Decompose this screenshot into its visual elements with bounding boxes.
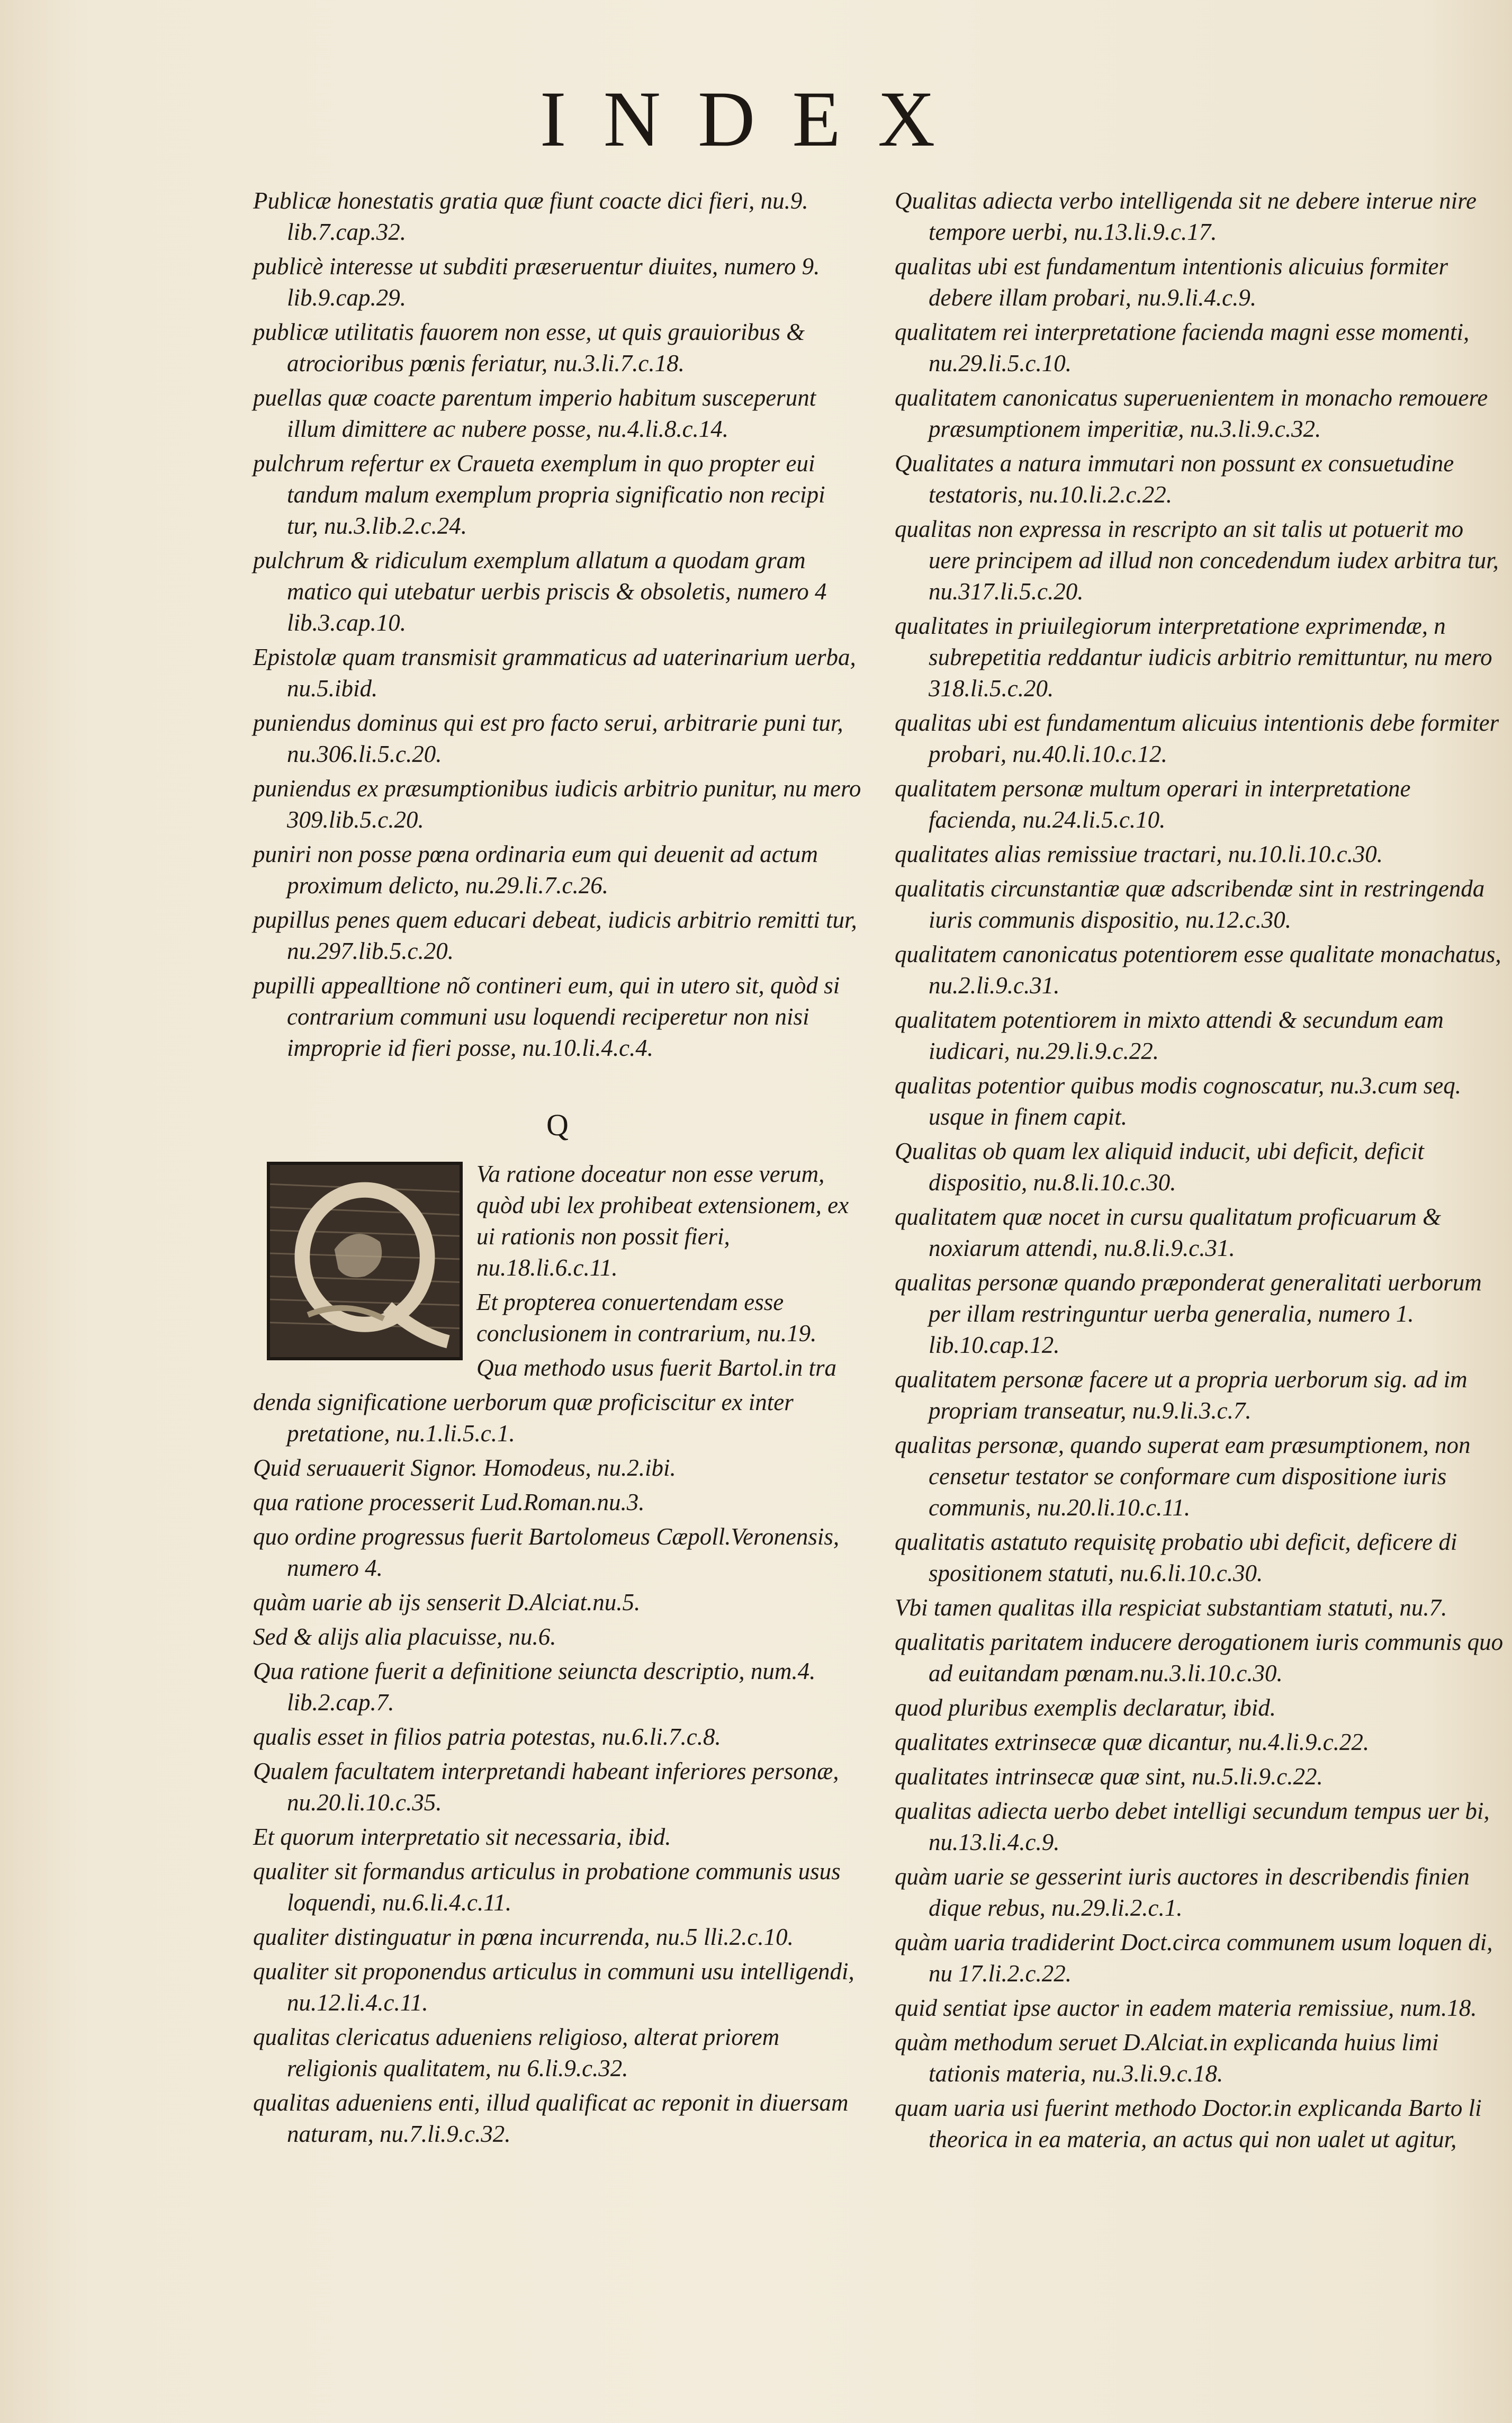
index-entry: puniendus ex præsumptionibus iudicis arbitrio punitur, nu mero 309.lib.5.c.20. [253, 775, 861, 833]
index-entry: qualitatem personæ facere ut a propria uerborum sig. ad im propriam transeatur, nu.9.li.3.c.7. [895, 1366, 1468, 1424]
section-letter: Q [546, 1108, 569, 1142]
index-entry: qualitas adueniens enti, illud qualificat ac reponit in diuersam naturam, nu.7.li.9.c.32. [253, 2089, 849, 2147]
right-column [895, 185, 1504, 2158]
left-column [253, 185, 862, 2153]
index-entry: Et quorum interpretatio sit necessaria, ibid. [253, 1824, 671, 1850]
left-entries-after [253, 1387, 862, 2150]
left-entries-top [253, 185, 862, 1064]
index-entry: qualiter distinguatur in pœna incurrenda, nu.5 lli.2.c.10. [253, 1924, 794, 1950]
index-entry: qualitatem rei interpretatione facienda magni esse momenti, nu.29.li.5.c.10. [895, 319, 1470, 376]
index-entry: qualitates extrinsecæ quæ dicantur, nu.4.li.9.c.22. [895, 1729, 1370, 1755]
index-entry: Qualem facultatem interpretandi habeant inferiores personæ, nu.20.li.10.c.35. [253, 1758, 839, 1816]
index-entry: quàm uarie se gesserint iuris auctores in describendis finien dique rebus, nu.29.li.2.c.1. [895, 1863, 1470, 1921]
index-entry: pulchrum & ridiculum exemplum allatum a quodam gram matico qui utebatur uerbis priscis & obsoletis, numero 4 lib.3.cap.10. [253, 547, 827, 636]
index-entry: Et propterea conuertendam esse conclusionem in contrarium, nu.19. [476, 1289, 817, 1347]
drop-cap-block [253, 1159, 862, 1387]
index-entry: qualitas personæ, quando superat eam præsumptionem, non censetur testator se conformare cum dispositione iuris communis, nu.20.li.10.c.11. [895, 1432, 1471, 1521]
index-entry: qualitas personæ quando præponderat generalitati uerborum per illam restringuntur uerba generalia, numero 1. lib.10.cap.12. [895, 1269, 1482, 1358]
index-entry: qua ratione processerit Lud.Roman.nu.3. [253, 1489, 645, 1515]
index-entry: pupillus penes quem educari debeat, iudicis arbitrio remitti tur, nu.297.lib.5.c.20. [253, 907, 857, 964]
index-entry: Qua methodo usus fuerit Bartol.in tra [476, 1354, 837, 1381]
index-entry: puniendus dominus qui est pro facto serui, arbitrarie puni tur, nu.306.li.5.c.20. [253, 710, 843, 767]
index-entry: qualitas ubi est fundamentum alicuius intentionis debe formiter probari, nu.40.li.10.c.12. [895, 710, 1499, 767]
index-entry: publicè interesse ut subditi præseruentur diuites, numero 9. lib.9.cap.29. [253, 253, 820, 311]
index-entry: qualitatem personæ multum operari in interpretatione facienda, nu.24.li.5.c.10. [895, 775, 1411, 833]
decorated-initial-q-icon [267, 1162, 463, 1360]
index-entry: Qualitas adiecta verbo intelligenda sit ne debere interue nire tempore uerbi, nu.13.li.9.c.17. [895, 187, 1477, 245]
index-entry: qualitatem canonicatus potentiorem esse qualitate monachatus, nu.2.li.9.c.31. [895, 941, 1501, 999]
index-entry: qualiter sit proponendus articulus in communi usu intelligendi, nu.12.li.4.c.11. [253, 1958, 854, 2016]
index-entry: quid sentiat ipse auctor in eadem materia remissiue, num.18. [895, 1995, 1477, 2021]
index-entry: quàm uarie ab ijs senserit D.Alciat.nu.5. [253, 1589, 641, 1616]
index-entry: Publicæ honestatis gratia quæ fiunt coacte dici fieri, nu.9. lib.7.cap.32. [253, 187, 808, 245]
index-entry: qualitates alias remissiue tractari, nu.10.li.10.c.30. [895, 841, 1383, 867]
index-entry: quàm uaria tradiderint Doct.circa communem usum loquen di, nu 17.li.2.c.22. [895, 1929, 1493, 1987]
index-entry: Vbi tamen qualitas illa respiciat substantiam statuti, nu.7. [895, 1594, 1447, 1621]
index-entry: qualitates intrinsecæ quæ sint, nu.5.li.9.c.22. [895, 1763, 1323, 1790]
index-entry: qualitatem canonicatus superuenientem in monacho remouere præsumptionem imperitiæ, nu.3.li.9.c.32. [895, 384, 1488, 442]
index-entry: pupilli appealltione nõ contineri eum, qui in utero sit, quòd si contrarium communi usu loquendi reciperetur non nisi improprie id fieri posse, nu.10.li.4.c.4. [253, 972, 840, 1061]
index-entry: puniri non posse pœna ordinaria eum qui deuenit ad actum proximum delicto, nu.29.li.7.c.26. [253, 841, 818, 899]
index-entry: quam uaria usi fuerint methodo Doctor.in explicanda Barto li theorica in ea materia, an actus qui non ualet ut agitur, [895, 2095, 1482, 2152]
index-entry: Qualitates a natura immutari non possunt ex consuetudine testatoris, nu.10.li.2.c.22. [895, 450, 1454, 508]
index-entry: qualitas ubi est fundamentum intentionis alicuius formiter debere illam probari, nu.9.li.4.c.9. [895, 253, 1448, 311]
index-entry: quàm methodum seruet D.Alciat.in explicanda huius limi tationis materia, nu.3.li.9.c.18. [895, 2029, 1439, 2087]
index-entry: Epistolæ quam transmisit grammaticus ad uaterinarium uerba, nu.5.ibid. [253, 644, 856, 702]
index-entry: qualitatem quæ nocet in cursu qualitatum proficuarum & noxiarum attendi, nu.8.li.9.c.31. [895, 1204, 1442, 1261]
index-entry: qualitas non expressa in rescripto an sit talis ut potuerit mo uere principem ad illud non concedendum iudex arbitra tur, nu.317.li.5.c.20. [895, 516, 1499, 605]
index-entry: Quid seruauerit Signor. Homodeus, nu.2.ibi. [253, 1455, 676, 1481]
index-entry: qualitatis paritatem inducere derogationem iuris communis quo ad euitandam pœnam.nu.3.li.10.c.30. [895, 1629, 1504, 1686]
index-entry: qualitatis astatuto requisitę probatio ubi deficit, deficere di spositionem statuti, nu.6.li.10.c.30. [895, 1529, 1457, 1586]
index-entry: qualis esset in filios patria potestas, nu.6.li.7.c.8. [253, 1724, 721, 1750]
index-entry: Va ratione doceatur non esse verum, quòd ubi lex prohibeat extensionem, ex ui rationis non possit fieri, nu.18.li.6.c.11. [476, 1161, 849, 1281]
index-entry: qualitatis circunstantiæ quæ adscribendæ sint in restringenda iuris communis dispositio, nu.12.c.30. [895, 875, 1485, 933]
index-entry: qualitates in priuilegiorum interpretatione exprimendæ, n subrepetitia reddantur iudicis arbitrio remittuntur, nu mero 318.li.5.c.20. [895, 613, 1492, 702]
index-entry: quo ordine progressus fuerit Bartolomeus Cæpoll.Veronensis, numero 4. [253, 1523, 840, 1581]
index-entry: puellas quæ coacte parentum imperio habitum susceperunt illum dimittere ac nubere posse, nu.4.li.8.c.14. [253, 384, 816, 442]
index-entry: Qua ratione fuerit a definitione seiuncta descriptio, num.4. lib.2.cap.7. [253, 1658, 816, 1716]
index-entry: publicæ utilitatis fauorem non esse, ut quis grauioribus & atrocioribus pœnis feriatur, nu.3.li.7.c.18. [253, 319, 805, 376]
index-entry: Qualitas ob quam lex aliquid inducit, ubi deficit, deficit dispositio, nu.8.li.10.c.30. [895, 1138, 1424, 1196]
index-entry: denda significatione uerborum quæ proficiscitur ex inter pretatione, nu.1.li.5.c.1. [253, 1389, 794, 1447]
index-entry: qualitas potentior quibus modis cognoscatur, nu.3.cum seq. usque in finem capit. [895, 1072, 1461, 1130]
index-entry: qualiter sit formandus articulus in probatione communis usus loquendi, nu.6.li.4.c.11. [253, 1858, 841, 1916]
index-entry: Sed & alijs alia placuisse, nu.6. [253, 1623, 556, 1650]
index-entry: quod pluribus exemplis declaratur, ibid. [895, 1694, 1276, 1721]
index-entry: qualitas adiecta uerbo debet intelligi secundum tempus uer bi, nu.13.li.4.c.9. [895, 1798, 1490, 1855]
page-title: INDEX [539, 75, 973, 163]
index-entry: qualitatem potentiorem in mixto attendi & secundum eam iudicari, nu.29.li.9.c.22. [895, 1007, 1444, 1064]
index-entry: pulchrum refertur ex Craueta exemplum in quo propter eui tandum malum exemplum propria significatio non recipi tur, nu.3.lib.2.c.24. [253, 450, 825, 539]
index-entry: qualitas clericatus adueniens religioso, alterat priorem religionis qualitatem, nu 6.li.9.c.32. [253, 2024, 780, 2081]
